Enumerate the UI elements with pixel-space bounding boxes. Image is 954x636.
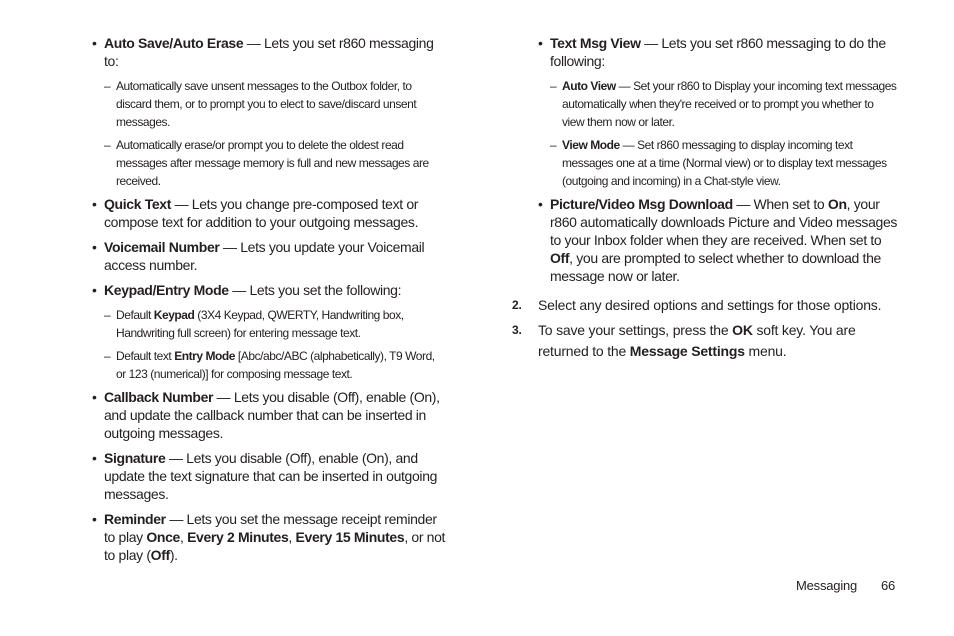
bullet-callback (92, 388, 446, 442)
callback-text: — Lets you disable (Off), enable (On), and update the callback number that can be inserted in outgoing messages. (104, 389, 440, 441)
bullet-signature (92, 449, 446, 503)
voicemail-text: — Lets you update your Voicemail access number. (104, 239, 425, 273)
sub-auto-save-2: – Automatically erase/or prompt you to delete the oldest read messages after message memory is full and new messages are received. (104, 138, 429, 188)
view-mode-text: — Set r860 messaging to display incoming text messages one at a time (Normal view) or to display text messages (outgoing and incoming) in a Chat-style view. (562, 138, 887, 188)
step-2-text: Select any desired options and settings for those options. (538, 297, 882, 313)
bullet-reminder (92, 510, 446, 564)
sub-keypad-2: – Default text Entry Mode [Abc/abc/ABC (alphabetically), T9 Word, or 123 (numerical)] for composing message text. (104, 349, 435, 381)
signature-text: — Lets you disable (Off), enable (On), and update the text signature that can be inserted in outgoing messages. (104, 450, 438, 502)
step-3-menu: Message Settings (629, 343, 745, 359)
voicemail-label: Voicemail Number (104, 239, 220, 255)
left-column (92, 34, 446, 571)
step-3-t2: soft key. You are returned to the (538, 322, 856, 359)
bullet-voicemail (92, 238, 446, 274)
reminder-sep-2: , (288, 529, 296, 545)
sub-auto-save-1: – Automatically save unsent messages to the Outbox folder, to discard them, or to prompt you to elect to save/discard unsent messages. (104, 79, 417, 129)
bullet-quick-text (92, 195, 446, 231)
step-2-number: 2. (512, 298, 522, 312)
footer-page-number: 66 (881, 578, 896, 593)
reminder-opt-off: Off (150, 547, 170, 563)
text-msg-view-label: Text Msg View (550, 35, 641, 51)
reminder-mid: , or not to play ( (104, 529, 446, 563)
sub-auto-view: – Auto View — Set your r860 to Display your incoming text messages automatically when they're received or to prompt you whether to view them now or later. (550, 79, 897, 129)
auto-view-text: — Set your r860 to Display your incoming text messages automatically when they're received or to prompt you whether to view them now or later. (562, 79, 897, 129)
view-mode-label: View Mode (562, 138, 620, 152)
picture-video-t2: , your r860 automatically downloads Picture and Video messages to your Inbox folder when they are received. When set to (550, 196, 898, 248)
keypad-label: Keypad/Entry Mode (104, 282, 229, 298)
step-3 (512, 320, 898, 362)
auto-save-label: Auto Save/Auto Erase (104, 35, 244, 51)
bullet-text-msg-view (538, 34, 898, 70)
keypad-sub-2-bold: Entry Mode (174, 349, 236, 363)
keypad-sub-1-bold: Keypad (153, 308, 195, 322)
sub-view-mode: – View Mode — Set r860 messaging to display incoming text messages one at a time (Normal view) or to display text messages (outgoing and incoming) in a Chat-style view. (550, 138, 887, 188)
picture-video-t1: — When set to (732, 196, 828, 212)
footer-section-title: Messaging (796, 578, 858, 593)
bullet-keypad (92, 281, 446, 299)
auto-save-sub-2-text: Automatically erase/or prompt you to delete the oldest read messages after message memory is full and new messages are received. (116, 138, 429, 188)
step-3-ok: OK (732, 322, 753, 338)
keypad-sub-2-pre: Default text (116, 349, 175, 363)
quick-text-text: — Lets you change pre-composed text or compose text for addition to your outgoing messages. (104, 196, 419, 230)
reminder-text: — Lets you set the message receipt reminder to play (104, 511, 437, 545)
reminder-label: Reminder (104, 511, 166, 527)
text-msg-view-text: — Lets you set r860 messaging to do the following: (550, 35, 886, 69)
step-3-t1: To save your settings, press the (538, 322, 733, 338)
step-3-t3: menu. (744, 343, 787, 359)
reminder-opt-once: Once (146, 529, 180, 545)
reminder-end: ). (169, 547, 178, 563)
bullet-picture-video (538, 195, 898, 285)
picture-video-label: Picture/Video Msg Download (550, 196, 733, 212)
right-column (512, 34, 898, 366)
auto-save-text: — Lets you set r860 messaging to: (104, 35, 434, 69)
keypad-sub-1-post: (3X4 Keypad, QWERTY, Handwriting box, Handwriting full screen) for entering message text. (116, 308, 404, 340)
picture-video-on: On (827, 196, 847, 212)
keypad-sub-1-pre: Default (116, 308, 154, 322)
reminder-opt-2min: Every 2 Minutes (187, 529, 289, 545)
step-2 (512, 295, 898, 316)
keypad-text: — Lets you set the following: (228, 282, 402, 298)
signature-label: Signature (104, 450, 166, 466)
step-3-number: 3. (512, 323, 522, 337)
reminder-sep-1: , (179, 529, 188, 545)
quick-text-label: Quick Text (104, 196, 172, 212)
bullet-auto-save (92, 34, 446, 70)
callback-label: Callback Number (104, 389, 214, 405)
auto-save-sub-1-text: Automatically save unsent messages to the Outbox folder, to discard them, or to prompt you to elect to save/discard unsent messages. (116, 79, 417, 129)
reminder-opt-15min: Every 15 Minutes (295, 529, 405, 545)
sub-keypad-1: – Default Keypad (3X4 Keypad, QWERTY, Handwriting box, Handwriting full screen) for entering message text. (104, 308, 404, 340)
auto-view-label: Auto View (562, 79, 616, 93)
keypad-sub-2-post: [Abc/abc/ABC (alphabetically), T9 Word, or 123 (numerical)] for composing message text. (116, 349, 435, 381)
picture-video-off: Off (550, 250, 570, 266)
picture-video-t3: , you are prompted to select whether to download the message now or later. (550, 250, 881, 284)
